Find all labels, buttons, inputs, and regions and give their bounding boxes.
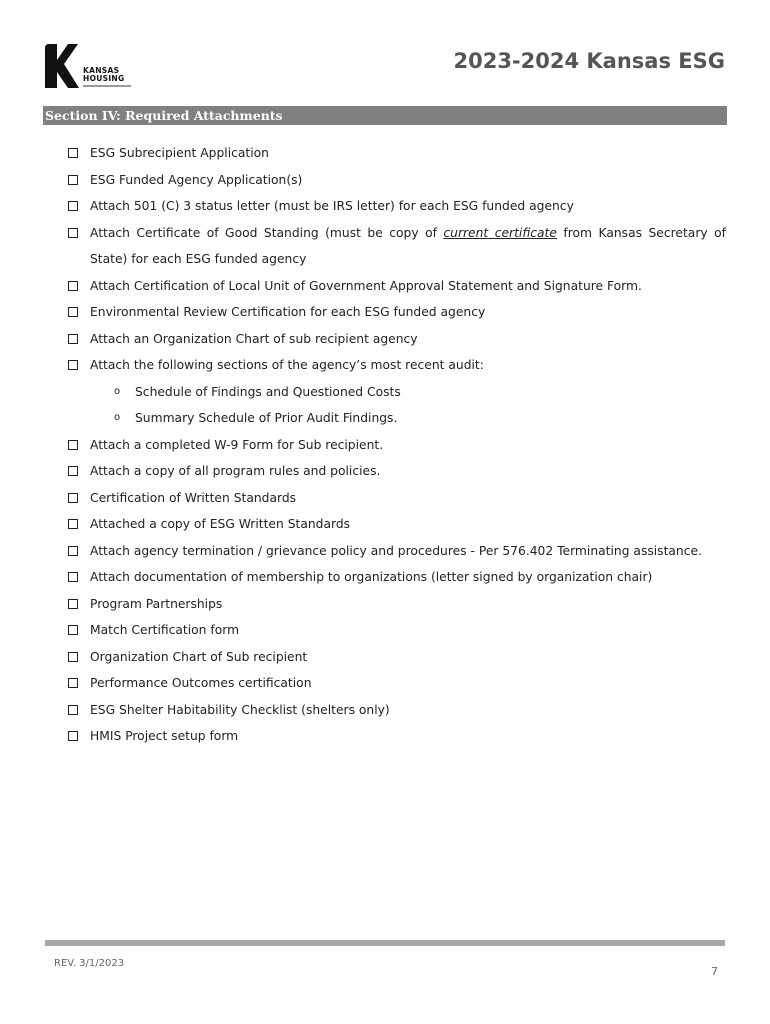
checklist-item [68, 273, 726, 300]
checklist-item [68, 511, 726, 538]
checkbox-icon[interactable] [68, 466, 78, 476]
checkbox-icon[interactable] [68, 175, 78, 185]
checklist-item [68, 326, 726, 353]
footer-divider [45, 940, 725, 946]
checklist-item-label: Attach documentation of membership to organizations (letter signed by organization chair) [90, 570, 653, 584]
checkbox-icon[interactable] [68, 731, 78, 741]
checklist-item [68, 485, 726, 512]
checkbox-icon[interactable] [68, 148, 78, 158]
page-number: 7 [711, 965, 718, 978]
checkbox-icon[interactable] [68, 281, 78, 291]
checklist-item [68, 564, 726, 591]
checklist-item-label-start: Attach Certificate of Good Standing (must be copy of [90, 225, 444, 240]
checklist-item-label: Attach the following sections of the agency’s most recent audit: [90, 358, 484, 372]
checklist-item [68, 670, 726, 697]
checkbox-icon[interactable] [68, 360, 78, 370]
checkbox-icon[interactable] [68, 599, 78, 609]
revision-date: REV. 3/1/2023 [54, 958, 125, 969]
sub-list-item-label: Summary Schedule of Prior Audit Findings. [135, 411, 398, 425]
checklist-item-label-end: from Kansas Secretary of State) for each ESG funded agency [90, 225, 726, 266]
checklist-item [68, 140, 726, 167]
checkbox-icon[interactable] [68, 519, 78, 529]
checklist-item [68, 591, 726, 618]
checkbox-icon[interactable] [68, 201, 78, 211]
checkbox-icon[interactable] [68, 705, 78, 715]
section-heading: Section IV: Required Attachments [43, 106, 727, 125]
checkbox-icon[interactable] [68, 334, 78, 344]
logo-text: KANSAS HOUSING [83, 66, 125, 83]
checklist-item-label: Attach agency termination / grievance policy and procedures - Per 576.402 Terminating assistance. [90, 543, 702, 558]
checklist-item-label: Attach Certification of Local Unit of Government Approval Statement and Signature Form. [90, 278, 642, 293]
checkbox-icon[interactable] [68, 625, 78, 635]
checkbox-icon[interactable] [68, 652, 78, 662]
checkbox-icon[interactable] [68, 678, 78, 688]
checkbox-icon[interactable] [68, 572, 78, 582]
checklist-item-label: Attached a copy of ESG Written Standards [90, 517, 351, 531]
checklist-item-label: ESG Funded Agency Application(s) [90, 172, 303, 187]
checkbox-icon[interactable] [68, 228, 78, 238]
checklist-item [68, 617, 726, 644]
checklist-item-label: Attach 501 (C) 3 status letter (must be IRS letter) for each ESG funded agency [90, 199, 574, 213]
circle-bullet-icon: o [114, 412, 121, 423]
checklist-item-label: Attach a copy of all program rules and policies. [90, 464, 381, 478]
checklist-item-label: Certification of Written Standards [90, 490, 297, 505]
checklist-item-label: Match Certification form [90, 623, 240, 637]
checklist-item-label: Attach an Organization Chart of sub recipient agency [90, 331, 418, 346]
checkbox-icon[interactable] [68, 493, 78, 503]
checklist-item [68, 538, 726, 565]
checklist-item [68, 644, 726, 671]
checklist-item-label: Organization Chart of Sub recipient [90, 649, 308, 664]
checklist-item [68, 193, 726, 220]
k-logo-icon [43, 44, 79, 90]
sub-list-item [68, 379, 726, 406]
sub-list-item [68, 405, 726, 432]
checklist-item [68, 723, 726, 750]
current-certificate-emphasis: current certificate [443, 225, 557, 240]
checklist-item [68, 432, 726, 459]
logo-tagline-bar [83, 85, 131, 87]
checklist-item-label: ESG Shelter Habitability Checklist (shelters only) [90, 702, 390, 717]
checklist-item-label: Environmental Review Certification for each ESG funded agency [90, 305, 486, 319]
checklist-item [68, 697, 726, 724]
checklist-item [68, 167, 726, 194]
circle-bullet-icon: o [114, 385, 121, 397]
attachment-checklist [68, 140, 726, 750]
checklist-item-label: HMIS Project setup form [90, 729, 239, 743]
checklist-item-label: Attach a completed W-9 Form for Sub recipient. [90, 437, 384, 452]
checklist-item-label: Program Partnerships [90, 596, 223, 611]
checklist-item-label: ESG Subrecipient Application [90, 146, 269, 160]
sub-list-item-label: Schedule of Findings and Questioned Costs [135, 384, 401, 399]
checkbox-icon[interactable] [68, 307, 78, 317]
document-title: 2023-2024 Kansas ESG [453, 49, 725, 73]
checkbox-icon[interactable] [68, 546, 78, 556]
kansas-housing-logo [43, 44, 133, 90]
checklist-item [68, 299, 726, 326]
checklist-item-label: Performance Outcomes certification [90, 676, 312, 690]
checklist-item [68, 458, 726, 485]
checkbox-icon[interactable] [68, 440, 78, 450]
checklist-item [68, 352, 726, 379]
checklist-item [68, 220, 726, 273]
